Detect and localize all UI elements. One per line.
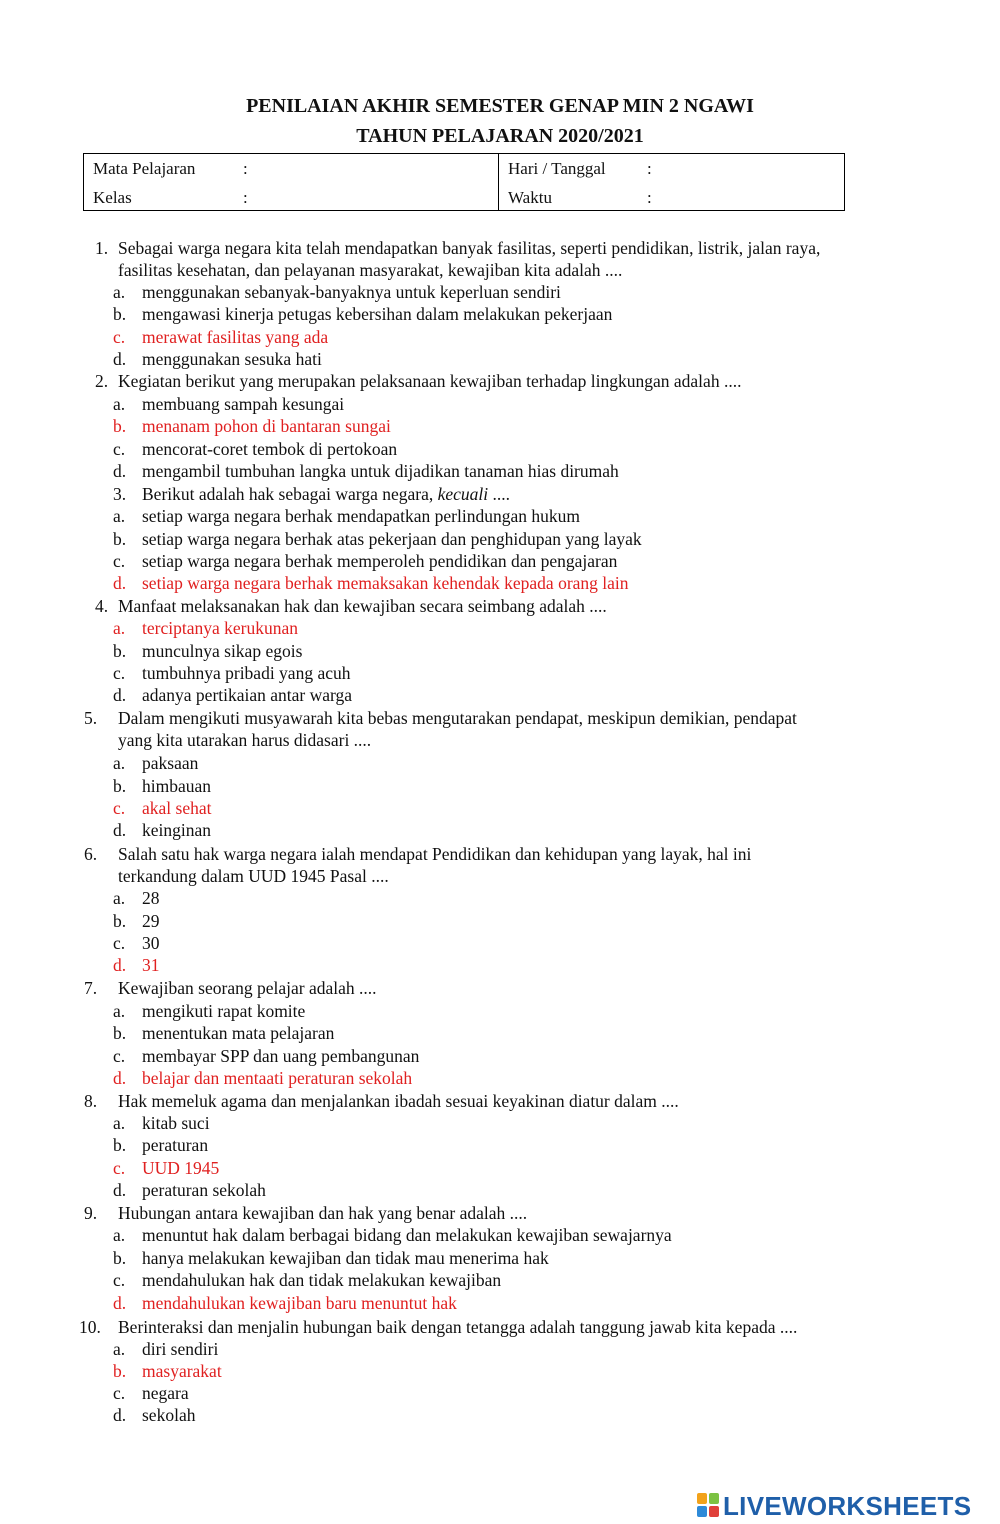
option-letter: c. — [113, 933, 126, 953]
question-number: 2. — [95, 371, 109, 391]
option-text: mengawasi kinerja petugas kebersihan dalam melakukan pekerjaan — [142, 304, 613, 324]
option-letter: c. — [113, 551, 126, 571]
question-number: 8. — [84, 1091, 98, 1111]
option-letter: d. — [113, 820, 127, 840]
option-text: terciptanya kerukunan — [142, 618, 298, 638]
option-letter: b. — [113, 1361, 127, 1381]
option-letter: d. — [113, 1293, 127, 1313]
liveworksheets-logo — [697, 1489, 971, 1523]
question-number: 6. — [84, 844, 98, 864]
option-text: sekolah — [142, 1405, 196, 1425]
option-text: akal sehat — [142, 798, 212, 818]
question-text — [142, 483, 510, 505]
option-letter: d. — [113, 1068, 127, 1088]
option-letter: d. — [113, 685, 127, 705]
question-text-inline: Berikut adalah hak sebagai warga negara, — [142, 484, 438, 504]
option-text: setiap warga negara berhak mendapatkan perlindungan hukum — [142, 506, 580, 526]
option-letter: d. — [113, 349, 127, 369]
option-letter: b. — [113, 529, 127, 549]
liveworksheets-brand: LIVEWORKSHEETS — [723, 1490, 972, 1521]
option-letter: d. — [113, 573, 127, 593]
question-number: 4. — [95, 596, 109, 616]
option-letter: b. — [113, 911, 127, 931]
option-text: setiap warga negara berhak memperoleh pendidikan dan pengajaran — [142, 551, 618, 571]
option-text: menggunakan sebanyak-banyaknya untuk keperluan sendiri — [142, 282, 561, 302]
option-text: peraturan sekolah — [142, 1180, 266, 1200]
option-text: 28 — [142, 888, 160, 908]
option-letter: b. — [113, 1248, 127, 1268]
option-text: setiap warga negara berhak atas pekerjaan dan penghidupan yang layak — [142, 529, 642, 549]
option-text: hanya melakukan kewajiban dan tidak mau menerima hak — [142, 1248, 549, 1268]
option-text: himbauan — [142, 776, 212, 796]
option-text: peraturan — [142, 1135, 209, 1155]
option-letter: b. — [113, 776, 127, 796]
subject-label: Mata Pelajaran — [93, 159, 196, 178]
option-text: menanam pohon di bantaran sungai — [142, 416, 391, 436]
exam-year: TAHUN PELAJARAN 2020/2021 — [356, 125, 644, 147]
day-date-label: Hari / Tanggal — [508, 159, 606, 178]
option-letter: a. — [113, 394, 126, 414]
option-letter: d. — [113, 1180, 127, 1200]
class-label: Kelas — [93, 188, 132, 207]
info-table — [83, 153, 845, 211]
question-text: Hak memeluk agama dan menjalankan ibadah sesuai keyakinan diatur dalam .... — [118, 1091, 679, 1111]
question-number: 10. — [79, 1317, 101, 1337]
option-letter: a. — [113, 1339, 126, 1359]
question-text: fasilitas kesehatan, dan pelayanan masyarakat, kewajiban kita adalah .... — [118, 260, 623, 280]
option-letter: a. — [113, 618, 126, 638]
option-text: mencorat-coret tembok di pertokoan — [142, 439, 398, 459]
option-letter: d. — [113, 955, 127, 975]
question-number: 9. — [84, 1203, 98, 1223]
option-text: menuntut hak dalam berbagai bidang dan melakukan kewajiban sewajarnya — [142, 1225, 672, 1245]
option-letter: c. — [113, 1270, 126, 1290]
option-text: setiap warga negara berhak memaksakan kehendak kepada orang lain — [142, 573, 629, 593]
option-text: munculnya sikap egois — [142, 641, 303, 661]
option-text: mengambil tumbuhan langka untuk dijadikan tanaman hias dirumah — [142, 461, 619, 481]
option-letter: c. — [113, 327, 126, 347]
option-letter: c. — [113, 1158, 126, 1178]
question-number: 5. — [84, 708, 98, 728]
info-table-divider — [498, 154, 499, 210]
option-text: mengikuti rapat komite — [142, 1001, 306, 1021]
option-text: masyarakat — [142, 1361, 222, 1381]
option-text: mendahulukan hak dan tidak melakukan kewajiban — [142, 1270, 502, 1290]
question-trailing: .... — [488, 484, 510, 504]
option-text: menggunakan sesuka hati — [142, 349, 322, 369]
option-text: menentukan mata pelajaran — [142, 1023, 335, 1043]
option-letter: a. — [113, 506, 126, 526]
option-text: tumbuhnya pribadi yang acuh — [142, 663, 351, 683]
option-text: merawat fasilitas yang ada — [142, 327, 329, 347]
option-letter: c. — [113, 439, 126, 459]
subject-colon: : — [243, 159, 248, 178]
option-letter: c. — [113, 1383, 126, 1403]
option-letter: b. — [113, 1023, 127, 1043]
option-letter: c. — [113, 798, 126, 818]
day-date-colon: : — [647, 159, 652, 178]
option-text: diri sendiri — [142, 1339, 219, 1359]
question-number: 7. — [84, 978, 98, 998]
time-label: Waktu — [508, 188, 552, 207]
question-number: 1. — [95, 238, 109, 258]
question-number: 3. — [113, 484, 127, 504]
class-colon: : — [243, 188, 248, 207]
question-text: Kegiatan berikut yang merupakan pelaksanaan kewajiban terhadap lingkungan adalah .... — [118, 371, 742, 391]
option-text: paksaan — [142, 753, 199, 773]
option-text: adanya pertikaian antar warga — [142, 685, 353, 705]
question-emphasis: kecuali — [437, 484, 489, 504]
option-text: negara — [142, 1383, 189, 1403]
option-letter: d. — [113, 1405, 127, 1425]
question-text: yang kita utarakan harus didasari .... — [118, 730, 372, 750]
option-letter: b. — [113, 416, 127, 436]
option-letter: a. — [113, 1001, 126, 1021]
question-text: Kewajiban seorang pelajar adalah .... — [118, 978, 377, 998]
option-text: 31 — [142, 955, 160, 975]
question-text: Salah satu hak warga negara ialah mendapat Pendidikan dan kehidupan yang layak, hal ini — [118, 844, 752, 864]
question-text: Berinteraksi dan menjalin hubungan baik dengan tetangga adalah tanggung jawab kita kepada .... — [118, 1317, 798, 1337]
option-letter: b. — [113, 304, 127, 324]
option-letter: a. — [113, 888, 126, 908]
question-text: terkandung dalam UUD 1945 Pasal .... — [118, 866, 389, 886]
question-text: Sebagai warga negara kita telah mendapatkan banyak fasilitas, seperti pendidikan, listrik, jalan raya, — [118, 238, 821, 258]
option-letter: d. — [113, 461, 127, 481]
option-text: keinginan — [142, 820, 212, 840]
option-letter: b. — [113, 641, 127, 661]
option-letter: a. — [113, 1225, 126, 1245]
question-text: Hubungan antara kewajiban dan hak yang benar adalah .... — [118, 1203, 528, 1223]
option-letter: c. — [113, 663, 126, 683]
option-letter: c. — [113, 1046, 126, 1066]
option-text: membuang sampah kesungai — [142, 394, 345, 414]
option-letter: b. — [113, 1135, 127, 1155]
option-text: UUD 1945 — [142, 1158, 220, 1178]
option-letter: a. — [113, 753, 126, 773]
option-text: 30 — [142, 933, 160, 953]
exam-title: PENILAIAN AKHIR SEMESTER GENAP MIN 2 NGAWI — [246, 95, 754, 117]
time-colon: : — [647, 188, 652, 207]
option-letter: a. — [113, 1113, 126, 1133]
option-text: kitab suci — [142, 1113, 210, 1133]
option-text: membayar SPP dan uang pembangunan — [142, 1046, 420, 1066]
question-text: Dalam mengikuti musyawarah kita bebas mengutarakan pendapat, meskipun demikian, pendapat — [118, 708, 797, 728]
question-text: Manfaat melaksanakan hak dan kewajiban secara seimbang adalah .... — [118, 596, 607, 616]
liveworksheets-logo-icon — [697, 1493, 721, 1519]
option-text: belajar dan mentaati peraturan sekolah — [142, 1068, 413, 1088]
option-letter: a. — [113, 282, 126, 302]
option-text: 29 — [142, 911, 160, 931]
option-text: mendahulukan kewajiban baru menuntut hak — [142, 1293, 457, 1313]
